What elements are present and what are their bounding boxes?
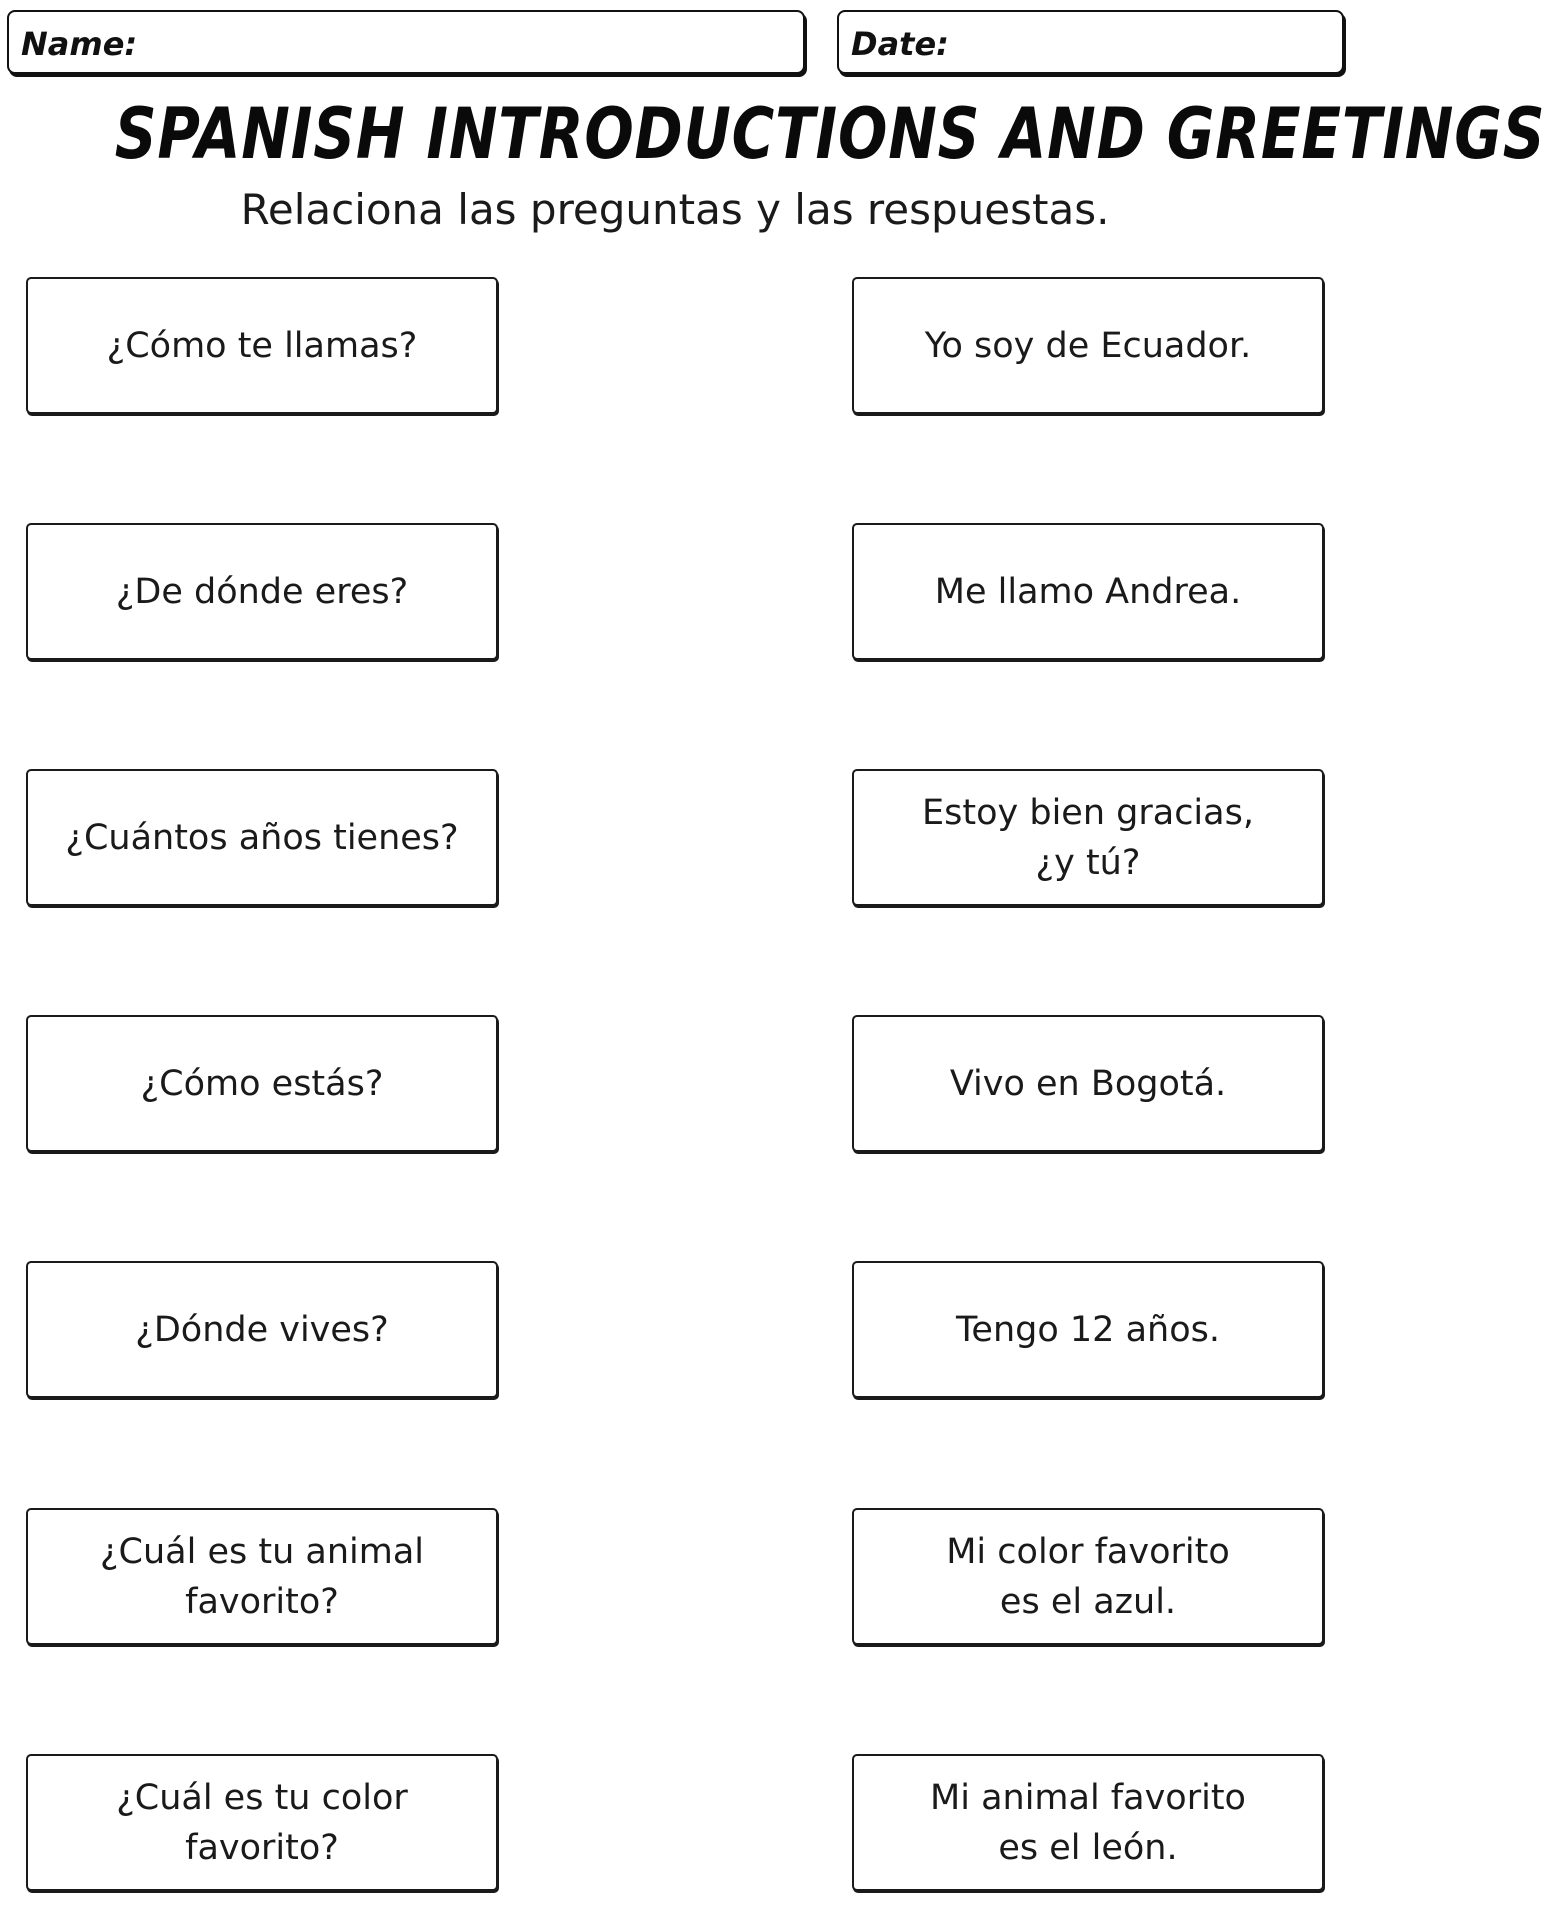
question-card[interactable] bbox=[26, 1015, 498, 1152]
question-text: ¿Cuál es tu color favorito? bbox=[116, 1777, 408, 1868]
question-card[interactable] bbox=[26, 523, 498, 660]
name-field[interactable] bbox=[7, 10, 805, 74]
date-label: Date: bbox=[851, 25, 949, 63]
answer-card[interactable] bbox=[852, 1754, 1324, 1891]
question-card[interactable] bbox=[26, 277, 498, 414]
question-text: ¿Cuál es tu animal favorito? bbox=[99, 1531, 425, 1622]
answer-text: Mi color favorito es el azul. bbox=[946, 1531, 1230, 1622]
answer-text: Vivo en Bogotá. bbox=[949, 1063, 1227, 1104]
answer-text: Estoy bien gracias, ¿y tú? bbox=[922, 792, 1254, 883]
name-label: Name: bbox=[21, 25, 138, 63]
worksheet-title: SPANISH INTRODUCTIONS AND GREETINGS bbox=[114, 93, 1545, 175]
answer-text: Tengo 12 años. bbox=[956, 1309, 1220, 1350]
question-text: ¿De dónde eres? bbox=[115, 571, 409, 612]
answer-card[interactable] bbox=[852, 1261, 1324, 1398]
question-card[interactable] bbox=[26, 1508, 498, 1645]
question-text: ¿Cómo te llamas? bbox=[106, 325, 418, 366]
answer-card[interactable] bbox=[852, 769, 1324, 906]
answer-card[interactable] bbox=[852, 277, 1324, 414]
question-text: ¿Cuántos años tienes? bbox=[65, 817, 459, 858]
question-text: ¿Cómo estás? bbox=[140, 1063, 384, 1104]
answer-card[interactable] bbox=[852, 1015, 1324, 1152]
question-text: ¿Dónde vives? bbox=[135, 1309, 389, 1350]
answer-text: Yo soy de Ecuador. bbox=[924, 325, 1252, 366]
answer-card[interactable] bbox=[852, 1508, 1324, 1645]
date-field[interactable] bbox=[837, 10, 1344, 74]
question-card[interactable] bbox=[26, 1261, 498, 1398]
question-card[interactable] bbox=[26, 1754, 498, 1891]
answer-text: Me llamo Andrea. bbox=[934, 571, 1242, 612]
question-card[interactable] bbox=[26, 769, 498, 906]
instructions: Relaciona las preguntas y las respuestas. bbox=[240, 185, 1110, 234]
answer-text: Mi animal favorito es el león. bbox=[930, 1777, 1246, 1868]
answer-card[interactable] bbox=[852, 523, 1324, 660]
